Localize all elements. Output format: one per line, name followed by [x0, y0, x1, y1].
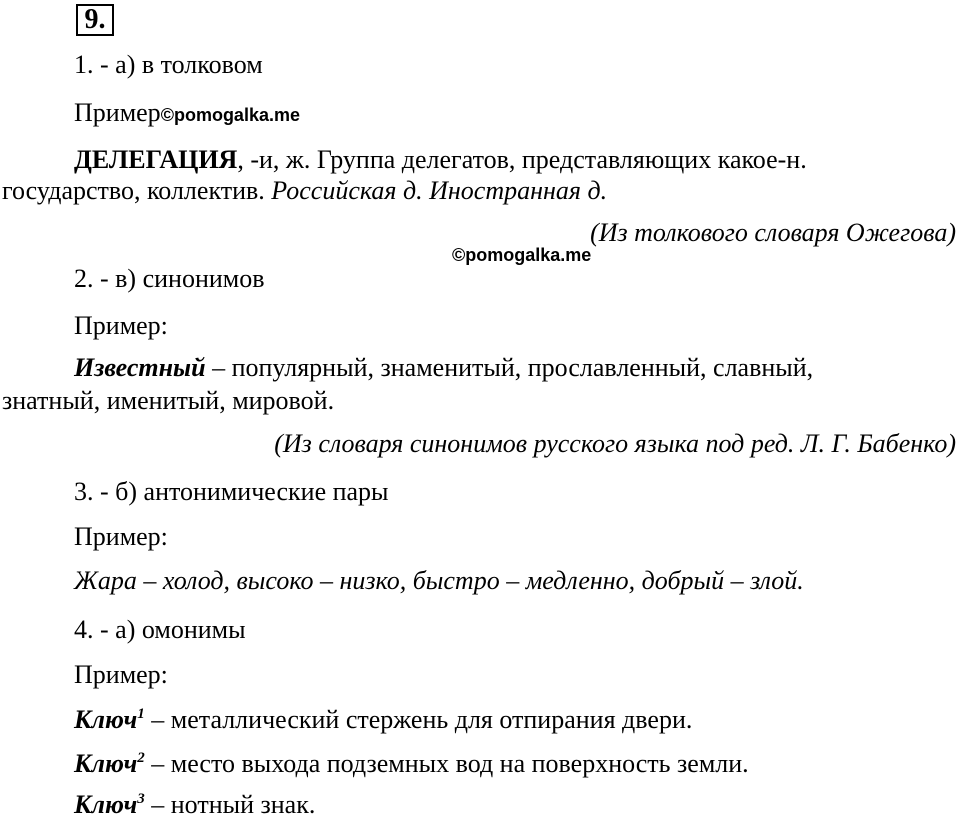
example-label-1 [74, 98, 300, 128]
source-2: (Из словаря синонимов русского языка под ред. Л. Г. Бабенко) [274, 429, 956, 458]
example-label-3: Пример: [74, 522, 168, 551]
homonym-index: 3 [137, 791, 145, 807]
task-number: 9. [76, 4, 114, 36]
homonym-entry [74, 705, 692, 735]
headword: ДЕЛЕГАЦИЯ [74, 145, 238, 174]
homonym-entry [74, 790, 315, 820]
definition-1-line-1 [74, 145, 807, 175]
homonym-meaning: – нотный знак. [144, 790, 316, 819]
homonym-word: Ключ [74, 749, 138, 778]
homonym-meaning: – металлический стержень для отпирания двери. [144, 705, 693, 734]
antonym-pairs: Жара – холод, высоко – низко, быстро – медленно, добрый – злой. [74, 566, 804, 595]
definition-1-line-2 [2, 176, 607, 206]
example-label-2: Пример: [74, 311, 168, 340]
source-1: (Из толкового словаря Ожегова) [590, 218, 956, 247]
answer-2: 2. - в) синонимов [74, 264, 265, 293]
definition-text: , -и, ж. Группа делегатов, представляющих какое-н. [237, 145, 807, 174]
headword: Известный [74, 353, 206, 382]
example-label-text: Пример [74, 98, 161, 127]
definition-2-line-1 [74, 353, 813, 383]
watermark: ©pomogalka.me [452, 245, 592, 265]
answer-4: 4. - а) омонимы [74, 615, 246, 644]
homonym-index: 1 [137, 706, 145, 722]
homonym-index: 2 [137, 750, 145, 766]
definition-text: государство, коллектив. [2, 176, 272, 205]
homonym-word: Ключ [74, 790, 138, 819]
homonym-meaning: – место выхода подземных вод на поверхность земли. [144, 749, 749, 778]
definition-text: – популярный, знаменитый, прославленный, славный, [205, 353, 814, 382]
usage-examples: Российская д. Иностранная д. [271, 176, 608, 205]
watermark: ©pomogalka.me [160, 105, 300, 125]
definition-2-line-2: знатный, именитый, мировой. [2, 386, 335, 415]
homonym-entry [74, 749, 749, 779]
homonym-word: Ключ [74, 705, 138, 734]
answer-1: 1. - а) в толковом [74, 50, 263, 79]
answer-3: 3. - б) антонимические пары [74, 477, 389, 506]
example-label-4: Пример: [74, 660, 168, 689]
